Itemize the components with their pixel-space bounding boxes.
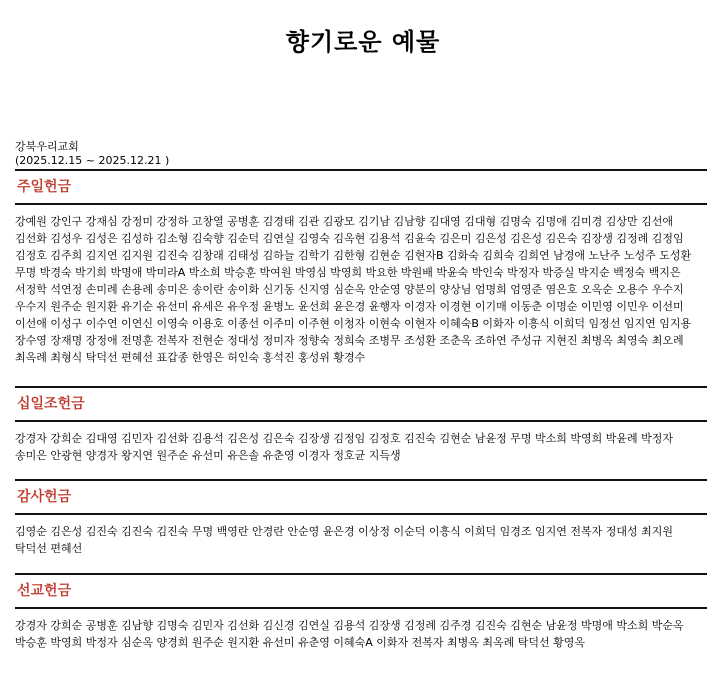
section-title: 선교헌금 — [17, 583, 72, 599]
section-sunday-offering — [15, 169, 707, 366]
donor-names: 강경자 강희순 김대영 김민자 김선화 김용석 김은성 김은숙 김장생 김정임 김정호 김진숙 김현순 남윤정 무명 박소희 박영희 박윤례 박정자 송미은 안광현 양경자 왕지연 원주순 유선미 유은솔 유춘영 이경자 정호균 지득생 — [15, 432, 673, 462]
section-bottom-rule — [15, 513, 707, 515]
section-thanksgiving-offering — [15, 479, 707, 557]
section-title: 십일조헌금 — [17, 396, 85, 412]
section-tithe — [15, 386, 707, 464]
section-title: 감사헌금 — [17, 489, 72, 505]
donor-names: 강경자 강희순 공병훈 김남향 김명숙 김민자 김선화 김신경 김연실 김용석 김장생 김정례 김주경 김진숙 김현순 남윤정 박명애 박소희 박순옥 박승훈 박영희 박정자 심순옥 양경희 원주순 원지환 유선미 유춘영 이혜숙A 이화자 전복자 최병옥 최옥례 탁덕선 황영옥 — [15, 619, 684, 649]
section-bottom-rule — [15, 607, 707, 609]
section-bottom-rule — [15, 203, 707, 205]
section-title: 주일헌금 — [17, 179, 72, 195]
section-bottom-rule — [15, 420, 707, 422]
donor-names: 강예원 강인구 강재심 강정미 강정하 고창열 공병훈 김경태 김관 김광모 김기남 김남향 김대영 김대형 김명숙 김명애 김미경 김상만 김선애 김선화 김성우 김성은 김성하 김소형 김숙향 김순덕 김연실 김영숙 김옥현 김용석 김윤숙 김은미 김은성 김은성 김은숙 김장생 김정례 김정임 김정호 김주희 김지연 김지원 김진숙 김창래 김태성 김하늘 김학기 김한형 김현순 김현자B 김화숙 김희숙 김희연 남경애 노난주 노성주 도성환 무명 박경숙 박기희 박명애 박미라A 박소희 박승훈 박여원 박영심 박영희 박요한 박원배 박윤숙 박인숙 박정자 박증실 박지순 백정숙 백지은 서정학 석연정 손미례 손용례 송미은 송이란 송이화 신기동 신지영 심순옥 안순영 양분의 양상님 엄명희 엄영준 염은호 오옥순 오용수 우수지 우수지 원주순 원지환 유기순 유선미 유세은 유우정 윤병노 윤선희 윤은경 윤행자 이경자 이경현 이기매 이동춘 이명순 이민영 이민우 이선미 이선애 이성구 이수연 이연신 이영숙 이용호 이종선 이주미 이주현 이청자 이현숙 이현자 이혜숙B 이화자 이흥식 이희덕 임정선 임지연 임지용 장수영 장재명 장정애 전명훈 전복자 전현순 정대성 정미자 정향숙 정희숙 조병무 조성환 조춘옥 조하연 주성규 지현진 최병옥 최영숙 최오례 최옥례 최형식 탁덕선 편혜선 표갑종 한영은 허인숙 홍석진 홍성위 황경수 — [15, 215, 692, 364]
donor-names: 김영순 김은성 김진숙 김진숙 김진숙 무명 백영란 안경란 안순영 윤은경 이상정 이순덕 이흥식 이희덕 임경조 임지연 전복자 정대성 최지원 탁덕선 편혜선 — [15, 525, 673, 555]
section-mission-offering — [15, 573, 707, 651]
date-range: (2025.12.15 ~ 2025.12.21 ) — [15, 154, 170, 167]
church-name: 강북우리교회 — [15, 140, 79, 153]
page-title: 향기로운 예물 — [285, 28, 441, 56]
